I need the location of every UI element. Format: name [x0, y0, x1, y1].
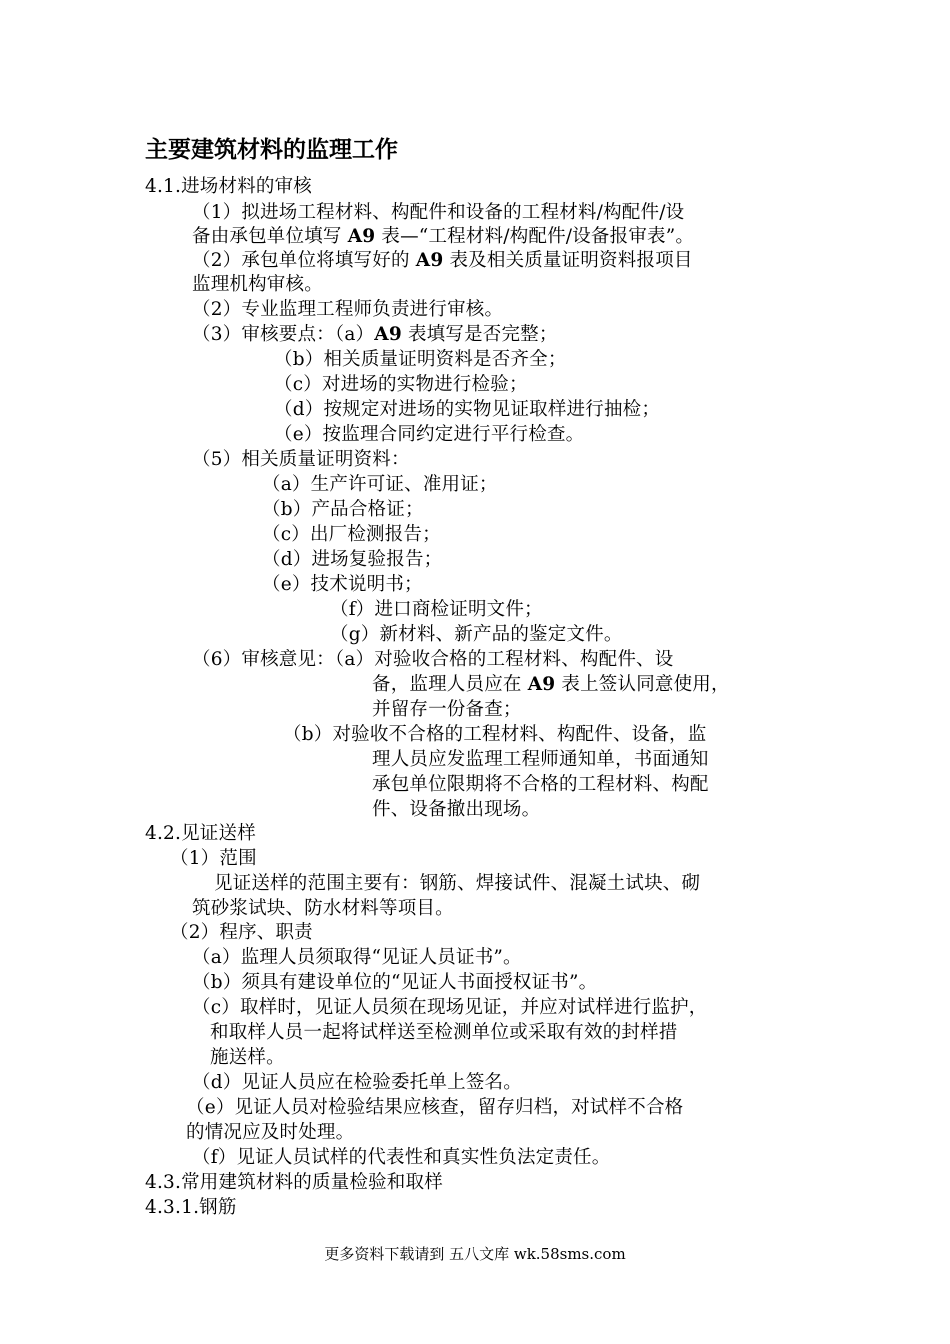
page-footer: 更多资料下载请到 五八文库 wk.58sms.com	[324, 1245, 626, 1263]
paragraph-line: 监理机构审核。	[192, 274, 323, 295]
list-item: 和取样人员一起将试样送至检测单位或采取有效的封样措	[210, 1022, 678, 1043]
list-item: （g）新材料、新产品的鉴定文件。	[330, 624, 623, 645]
list-item: （d）见证人员应在检验委托单上签名。	[192, 1072, 522, 1093]
list-item: （b）相关质量证明资料是否齐全；	[274, 349, 567, 370]
list-item: （e）见证人员对检验结果应核查，留存归档，对试样不合格	[186, 1097, 684, 1118]
form-code: A9	[374, 324, 402, 345]
paragraph-line: （1）拟进场工程材料、构配件和设备的工程材料/构配件/设	[192, 202, 685, 223]
list-item: （f）进口商检证明文件；	[330, 599, 543, 620]
list-item: （e）技术说明书；	[262, 574, 423, 595]
list-item: （b）须具有建设单位的“见证人书面授权证书”。	[192, 972, 598, 993]
list-item: 的情况应及时处理。	[186, 1122, 355, 1143]
list-item: （c）对进场的实物进行检验；	[274, 374, 528, 395]
paragraph-line: （2）专业监理工程师负责进行审核。	[192, 299, 504, 320]
paragraph-line: （6）审核意见：（a）对验收合格的工程材料、构配件、设	[192, 649, 674, 670]
list-item: （c）出厂检测报告；	[262, 524, 441, 545]
page-title: 主要建筑材料的监理工作	[145, 137, 398, 163]
section-4-2-heading: 4.2.见证送样	[145, 823, 256, 844]
paragraph-line: 理人员应发监理工程师通知单，书面通知	[372, 749, 709, 770]
section-4-3-heading: 4.3.常用建筑材料的质量检验和取样	[145, 1172, 443, 1193]
paragraph-line: （2）承包单位将填写好的 A9 表及相关质量证明资料报项目	[192, 250, 693, 271]
paragraph-line: 件、设备撤出现场。	[372, 799, 541, 820]
paragraph-line: 筑砂浆试块、防水材料等项目。	[192, 898, 454, 919]
form-code: A9	[415, 250, 444, 271]
paragraph-line: （2）程序、职责	[170, 922, 313, 943]
section-4-3-1-heading: 4.3.1.钢筋	[145, 1197, 237, 1218]
form-code: A9	[347, 226, 376, 247]
list-item: （f）见证人员试样的代表性和真实性负法定责任。	[192, 1147, 611, 1168]
list-item: （a）监理人员须取得“见证人员证书”。	[192, 947, 522, 968]
list-item: （c）取样时，见证人员须在现场见证，并应对试样进行监护，	[192, 997, 708, 1018]
paragraph-line: 见证送样的范围主要有：钢筋、焊接试件、混凝土试块、砌	[214, 873, 701, 894]
paragraph-line: （5）相关质量证明资料：	[192, 449, 410, 470]
list-item: （d）进场复验报告；	[262, 549, 443, 570]
list-item: （e）按监理合同约定进行平行检查。	[274, 424, 585, 445]
form-code: A9	[527, 674, 556, 695]
list-item: （a）生产许可证、准用证；	[262, 474, 498, 495]
paragraph-line: 备由承包单位填写 A9 表—“工程材料/构配件/设备报审表”。	[192, 226, 695, 247]
paragraph-line: （3）审核要点：（a）A9 表填写是否完整；	[192, 324, 558, 345]
list-item: （b）产品合格证；	[262, 499, 424, 520]
paragraph-line: （1）范围	[170, 848, 257, 869]
list-item: 施送样。	[210, 1047, 285, 1068]
paragraph-line: 备，监理人员应在 A9 表上签认同意使用，	[372, 674, 730, 695]
section-4-1-heading: 4.1.进场材料的审核	[145, 176, 313, 197]
list-item: （d）按规定对进场的实物见证取样进行抽检；	[274, 399, 661, 420]
paragraph-line: 承包单位限期将不合格的工程材料、构配	[372, 774, 709, 795]
paragraph-line: 并留存一份备查；	[372, 699, 522, 720]
paragraph-line: （b）对验收不合格的工程材料、构配件、设备，监	[283, 724, 707, 745]
